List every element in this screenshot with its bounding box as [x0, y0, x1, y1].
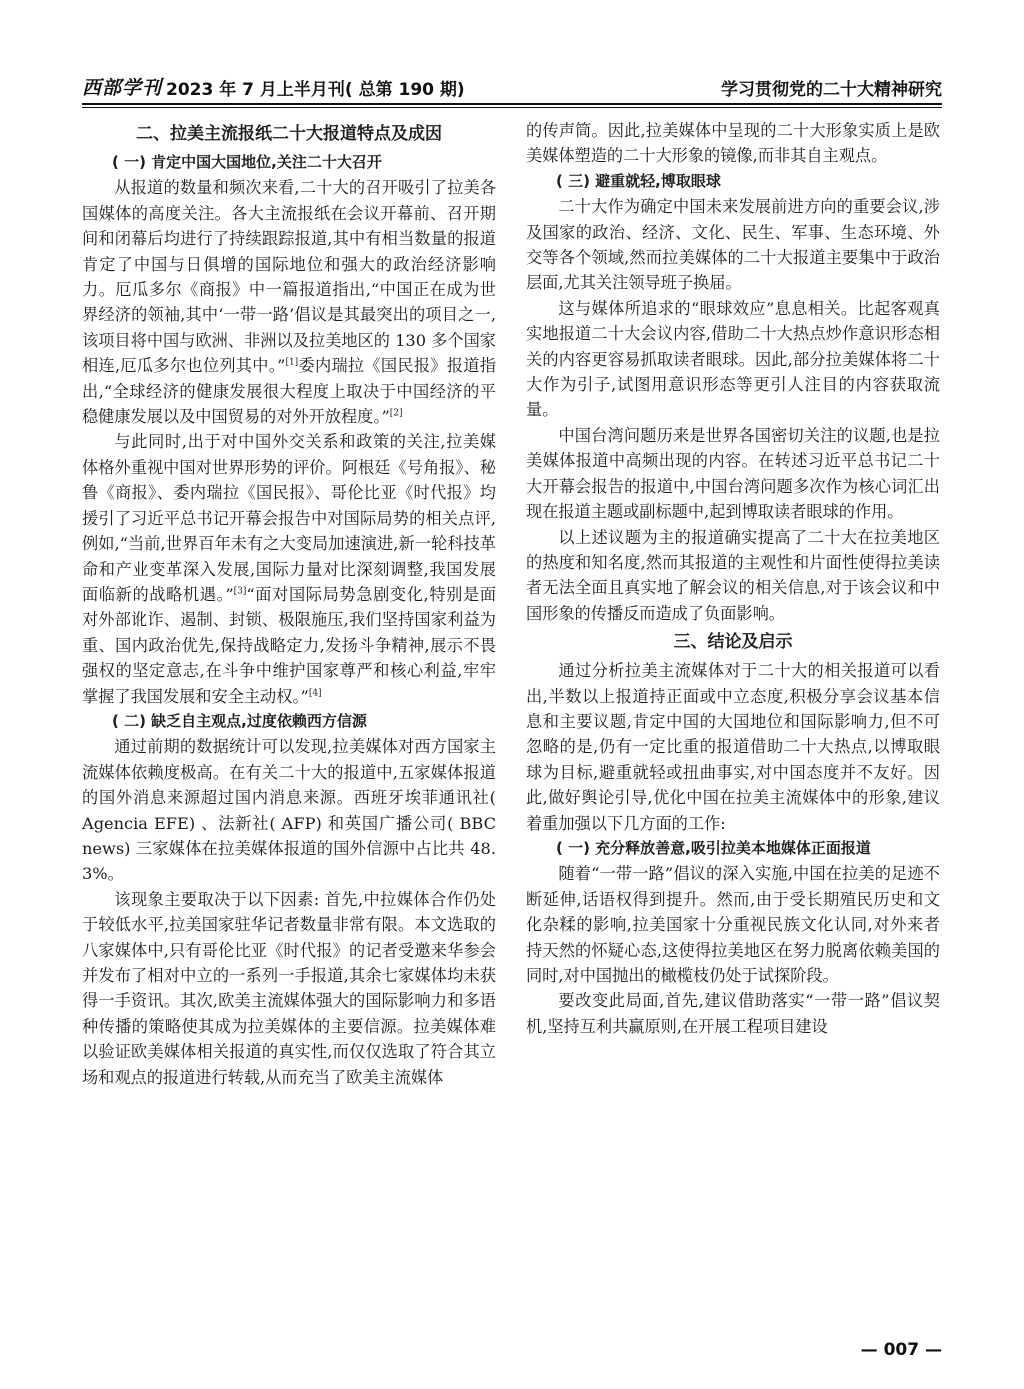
subsection-heading-4: ( 一) 充分释放善意,吸引拉美本地媒体正面报道 — [556, 838, 871, 857]
paragraph: 该现象主要取决于以下因素: 首先,中拉媒体合作仍处于较低水平,拉美国家驻华记者数量非常有限。本文选取的八家媒体中,只有哥伦比亚《时代报》的记者受邀来华参会并发布了相对中立的一系列一手报道,其余七家媒体均未获得一手资讯。其次,欧美主流媒体强大的国际影响力和多语种传播的策略使其成为拉美媒体的主要信源。拉美媒体难以验证欧美媒体相关报道的真实性,而仅仅选取了符合其立场和观点的报道进行转载,从而充当了欧美主流媒体 — [82, 889, 496, 1087]
left-column — [82, 118, 496, 1090]
section-heading-3: 三、结论及启示 — [673, 632, 793, 653]
paragraph: 随着“一带一路”倡议的深入实施,中国在拉美的足迹不断延伸,话语权得到提升。然而,由于受长期殖民历史和文化杂糅的影响,拉美国家十分重视民族文化认同,对外来者持天然的怀疑心态,这使得拉美地区在努力脱离依赖美国的同时,对中国抛出的橄榄枝仍处于试探阶段。 — [526, 864, 940, 985]
paragraph: 通过分析拉美主流媒体对于二十大的相关报道可以看出,半数以上报道持正面或中立态度,积极分享会议基本信息和主要议题,肯定中国的大国地位和国际影响力,但不可忽略的是,仍有一定比重的报道借助二十大热点,以博取眼球为目标,避重就轻或扭曲事实,对中国态度并不友好。因此,做好舆论引导,优化中国在拉美主流媒体中的形象,建议着重加强以下几方面的工作: — [526, 661, 940, 833]
subsection-heading-1: ( 一) 肯定中国大国地位,关注二十大召开 — [112, 153, 382, 171]
section-title: 学习贯彻党的二十大精神研究 — [721, 80, 942, 100]
paragraph-continued: 的传声筒。因此,拉美媒体中呈现的二十大形象实质上是欧美媒体塑造的二十大形象的镜像,而非其自主观点。 — [526, 121, 940, 166]
paragraph: 与此同时,出于对中国外交关系和政策的关注,拉美媒体格外重视中国对世界形势的评价。阿根廷《号角报》、秘鲁《商报》、委内瑞拉《国民报》、哥伦比亚《时代报》均援引了习近平总书记开幕会报告中对国际局势的相关点评,例如,“当前,世界百年未有之大变局加速演进,新一轮科技革命和产业变革深入发展,国际力量对比深刻调整,我国发展面临新的战略机遇。”[3]“面对国际局势急剧变化,特别是面对外部讹诈、遏制、封锁、极限施压,我们坚持国家利益为重、国内政治优先,保持战略定力,发扬斗争精神,展示不畏强权的坚定意志,在斗争中维护国家尊严和核心利益,牢牢掌握了我国发展和安全主动权。”[4] — [82, 432, 497, 706]
header-rule-thin — [82, 107, 942, 108]
right-column — [526, 118, 940, 1039]
citation-ref: [1] — [285, 357, 299, 368]
page-number: — 007 — — [860, 1340, 942, 1360]
journal-logo: 西部学刊 — [82, 77, 163, 99]
paragraph: 二十大作为确定中国未来发展前进方向的重要会议,涉及国家的政治、经济、文化、民生、军事、生态环境、外交等各个领域,然而拉美媒体的二十大报道主要集中于政治层面,尤其关注领导班子换届。 — [526, 197, 940, 293]
paragraph: 以上述议题为主的报道确实提高了二十大在拉美地区的热度和知名度,然而其报道的主观性和片面性使得拉美读者无法全面且真实地了解会议的相关信息,对于该会议和中国形象的传播反而造成了负面影响。 — [526, 527, 940, 623]
page-header — [82, 70, 942, 100]
subsection-heading-2: ( 二) 缺乏自主观点,过度依赖西方信源 — [112, 711, 367, 730]
citation-ref: [3] — [233, 586, 247, 597]
citation-ref: [4] — [308, 688, 322, 699]
issue-info: 2023 年 7 月上半月刊( 总第 190 期) — [166, 80, 465, 100]
section-heading-2: 二、拉美主流报纸二十大报道特点及成因 — [136, 124, 442, 144]
paragraph: 这与媒体所追求的“眼球效应”息息相关。比起客观真实地报道二十大会议内容,借助二十大热点炒作意识形态相关的内容更容易抓取读者眼球。因此,部分拉美媒体将二十大作为引子,试图用意识形态等更引人注目的内容获取流量。 — [526, 298, 940, 420]
header-rule — [82, 103, 942, 105]
paragraph: 中国台湾问题历来是世界各国密切关注的议题,也是拉美媒体报道中高频出现的内容。在转述习近平总书记二十大开幕会报告的报道中,中国台湾问题多次作为核心词汇出现在报道主题或副标题中,起到博取读者眼球的作用。 — [526, 425, 940, 522]
subsection-heading-3: ( 三) 避重就轻,博取眼球 — [556, 171, 721, 190]
citation-ref: [2] — [389, 408, 403, 419]
paragraph: 要改变此局面,首先,建议借助落实“一带一路”倡议契机,坚持互利共赢原则,在开展工程项目建设 — [526, 991, 940, 1036]
paragraph: 通过前期的数据统计可以发现,拉美媒体对西方国家主流媒体依赖度极高。在有关二十大的报道中,五家媒体报道的国外消息来源超过国内消息来源。西班牙埃菲通讯社( Agencia EFE) 、法新社( AFP) 和英国广播公司( BBC news) 三家媒体在拉美媒体报道的国外信源中占比共 48. 3%。 — [82, 737, 496, 884]
paragraph: 从报道的数量和频次来看,二十大的召开吸引了拉美各国媒体的高度关注。各大主流报纸在会议开幕前、召开期间和闭幕后均进行了持续跟踪报道,其中有相当数量的报道肯定了中国与日俱增的国际地位和强大的政治经济影响力。厄瓜多尔《商报》中一篇报道指出,“中国正在成为世界经济的领袖,其中‘一带一路’倡议是其最突出的项目之一,该项目将中国与欧洲、非洲以及拉美地区的 130 多个国家相连,厄瓜多尔也位列其中。”[1]委内瑞拉《国民报》报道指出,“全球经济的健康发展很大程度上取决于中国经济的平稳健康发展以及中国贸易的对外开放程度。”[2] — [82, 178, 496, 427]
header-left — [82, 73, 465, 100]
